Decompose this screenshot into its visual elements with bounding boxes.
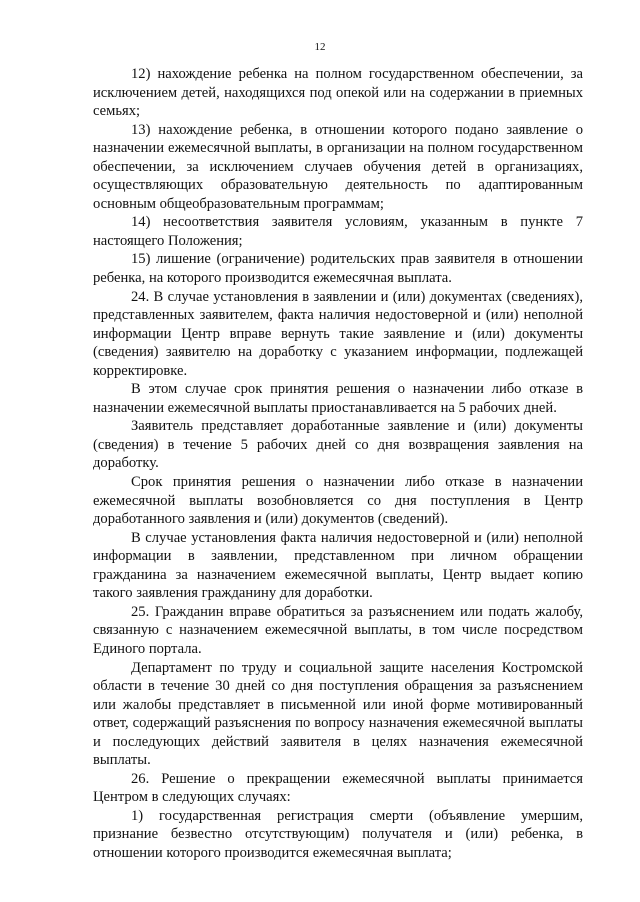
paragraph-item-14: 14) несоответствия заявителя условиям, указанным в пункте 7 настоящего Положения; [93,214,583,249]
paragraph-resubmission: Заявитель представляет доработанные заявление и (или) документы (сведения) в течение 5 рабочих дней со дня возвращения заявления на доработку. [93,418,583,472]
paragraph-clause-24: 24. В случае установления в заявлении и (или) документах (сведениях), представленных заявителем, факта наличия недостоверной и (или) неполной информации Центр вправе вернуть такие заявление и (или) документы (сведения) заявителю на доработку с указанием информации, подлежащей корректировке. [93,288,583,379]
paragraph-department-response: Департамент по труду и социальной защите населения Костромской области в течение 30 дней со дня поступления обращения за разъяснением или жалобы представляет в письменной или иной форме мотивированный ответ, содержащий разъяснения по вопросу назначения ежемесячной выплаты и последующих действий заявителя в целях назначения ежемесячной выплаты. [93,659,583,769]
paragraph-item-15: 15) лишение (ограничение) родительских прав заявителя в отношении ребенка, на которого производится ежемесячная выплата. [93,251,583,287]
paragraph-item-13: 13) нахождение ребенка, в отношении которого подано заявление о назначении ежемесячной выплаты, в организации на полном государственном обеспечении, за исключением случаев обучения детей в организациях, осуществляющих образовательную деятельность по адаптированным основным общеобразовательным программам; [93,121,583,212]
paragraph-clause-25: 25. Гражданин вправе обратиться за разъяснением или подать жалобу, связанную с назначением ежемесячной выплаты, в том числе посредством Единого портала. [93,603,583,657]
page-number: 12 [314,41,326,53]
paragraph-suspension: В этом случае срок принятия решения о назначении либо отказе в назначении ежемесячной выплаты приостанавливается на 5 рабочих дней. [93,381,583,416]
paragraph-case-1: 1) государственная регистрация смерти (объявление умершим, признание безвестно отсутствующим) получателя и (или) ребенка, в отношении которого производится ежемесячная выплата; [93,807,583,861]
paragraph-clause-26: 26. Решение о прекращении ежемесячной выплаты принимается Центром в следующих случаях: [93,770,583,806]
paragraph-personal-appeal: В случае установления факта наличия недостоверной и (или) неполной информации в заявлении, представленном при личном обращении гражданина за назначением ежемесячной выплаты, Центр выдает копию такого заявления гражданину для доработки. [93,529,583,602]
document-body [93,65,583,863]
paragraph-item-12: 12) нахождение ребенка на полном государственном обеспечении, за исключением детей, находящихся под опекой или на содержании в приемных семьях; [93,66,583,120]
paragraph-resumption: Срок принятия решения о назначении либо отказе в назначении ежемесячной выплаты возобновляется со дня поступления в Центр доработанного заявления и (или) документов (сведений). [93,474,583,528]
